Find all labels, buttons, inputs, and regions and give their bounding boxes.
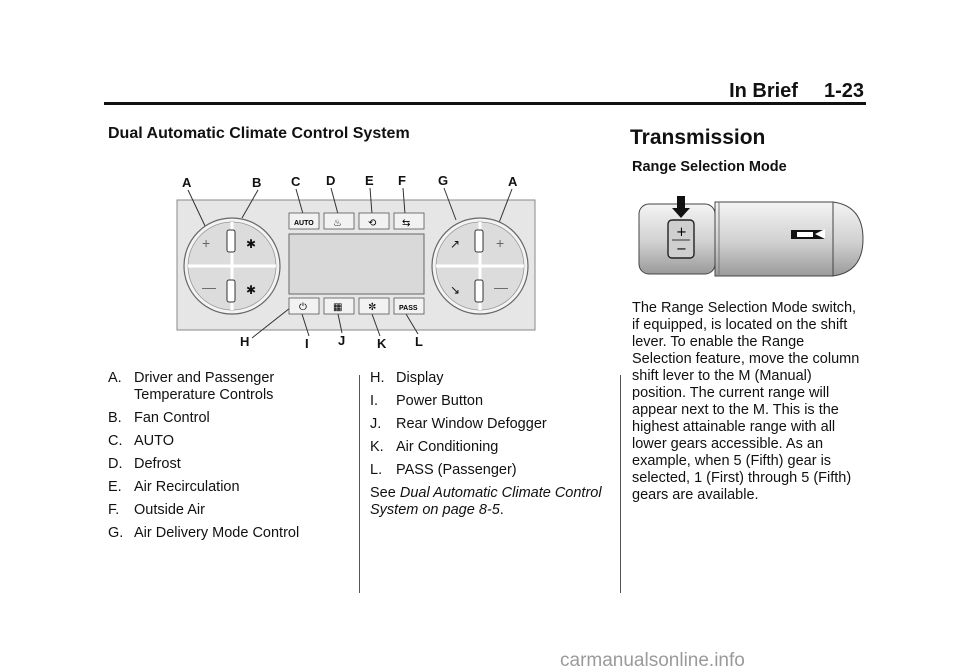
svg-text:↘: ↘ [450, 283, 461, 297]
callout-k: K [377, 336, 387, 351]
legend-letter: E. [108, 479, 122, 495]
display-screen [289, 234, 424, 294]
legend-item [370, 462, 615, 479]
legend-letter: A. [108, 370, 122, 386]
legend-letter: C. [108, 433, 123, 449]
ac-icon: ✼ [368, 302, 377, 313]
rear-defogger-icon: ▦ [333, 302, 343, 313]
legend-text: PASS (Passenger) [396, 462, 517, 478]
right-dial[interactable] [432, 218, 528, 314]
svg-text:+: + [202, 235, 211, 251]
legend-letter: K. [370, 439, 384, 455]
callout-l: L [415, 334, 423, 349]
callout-h: H [240, 334, 250, 349]
range-plus-label: + [676, 225, 687, 240]
legend-letter: F. [108, 502, 120, 518]
legend-text: Air Recirculation [134, 479, 240, 495]
svg-text:↗: ↗ [450, 237, 461, 251]
defrost-icon: ♨ [333, 218, 342, 229]
legend-item [370, 439, 615, 456]
left-dial[interactable] [184, 218, 280, 314]
legend-letter: B. [108, 410, 122, 426]
page-header [703, 80, 864, 103]
legend-text: Display [396, 370, 444, 386]
callout-f: F [398, 173, 406, 188]
callout-i: I [305, 336, 309, 351]
see-prefix: See [370, 485, 396, 501]
legend-item [108, 410, 353, 427]
transmission-title: Transmission [630, 126, 766, 149]
callout-d: D [326, 173, 336, 188]
legend-text: Air Delivery Mode Control [134, 525, 300, 541]
pass-button-label: PASS [399, 305, 418, 312]
legend-text: Air Conditioning [396, 439, 499, 455]
callout-c: C [291, 174, 301, 189]
callout-a-left: A [182, 175, 192, 190]
legend-text: AUTO [134, 433, 175, 449]
svg-text:+: + [496, 235, 505, 251]
page-number: 1-23 [823, 80, 864, 102]
legend-text: Fan Control [134, 410, 210, 426]
legend-text: Driver and Passenger Temperature Controls [134, 370, 275, 403]
range-selection-paragraph: The Range Selection Mode switch, if equipped, is located on the shift lever. To enable the Range Selection feature, move the column shift lever to the M (Manual) position. The current range will appear next to the M. This is the highest attainable range with all lower gears accessible. As an example, when 5 (Fifth) gear is selected, 1 (First) through 5 (Fifth) gears are available. [632, 300, 860, 503]
callout-j: J [338, 333, 346, 348]
legend-item [108, 433, 353, 450]
see-link[interactable]: Dual Automatic Climate Control System on page 8-5 [370, 485, 602, 518]
legend-item [108, 479, 353, 496]
legend-item [370, 393, 615, 410]
legend-letter: J. [370, 416, 382, 432]
legend-letter: G. [108, 525, 124, 541]
legend-letter: L. [370, 462, 383, 478]
recirculation-icon: ⟲ [368, 218, 377, 229]
range-mode-subtitle: Range Selection Mode [632, 159, 787, 175]
callout-e: E [365, 173, 374, 188]
column-divider-2 [620, 375, 621, 593]
svg-text:✱: ✱ [246, 283, 257, 297]
outside-air-icon: ⇆ [402, 218, 411, 229]
power-icon: ⏻ [299, 302, 307, 313]
see-suffix: . [499, 502, 504, 518]
climate-section-title: Dual Automatic Climate Control System [108, 125, 410, 142]
header-rule [104, 102, 866, 105]
svg-text:—: — [202, 279, 216, 295]
legend-item [108, 502, 353, 519]
watermark: carmanualsonline.info [560, 650, 745, 671]
shift-lever-illustration [637, 196, 867, 286]
auto-button-label: AUTO [294, 220, 314, 227]
legend-text: Rear Window Defogger [396, 416, 547, 432]
range-minus-label: − [676, 242, 687, 257]
legend-item [370, 416, 615, 433]
column-divider-1 [359, 375, 360, 593]
callout-g: G [438, 173, 449, 188]
legend-text: Defrost [134, 456, 181, 472]
svg-text:—: — [494, 279, 508, 295]
legend-letter: H. [370, 370, 385, 386]
see-reference [370, 485, 615, 519]
climate-control-diagram [172, 168, 542, 353]
legend-text: Power Button [396, 393, 484, 409]
callout-b: B [252, 175, 262, 190]
legend-left [108, 370, 353, 548]
legend-item [108, 525, 353, 542]
legend-letter: D. [108, 456, 123, 472]
callout-a-right: A [508, 174, 518, 189]
legend-text: Outside Air [134, 502, 205, 518]
legend-item [108, 456, 353, 473]
legend-item [108, 370, 353, 404]
svg-text:✱: ✱ [246, 237, 257, 251]
legend-letter: I. [370, 393, 379, 409]
legend-item [370, 370, 615, 387]
section-title: In Brief [729, 80, 798, 102]
legend-right [370, 370, 615, 519]
